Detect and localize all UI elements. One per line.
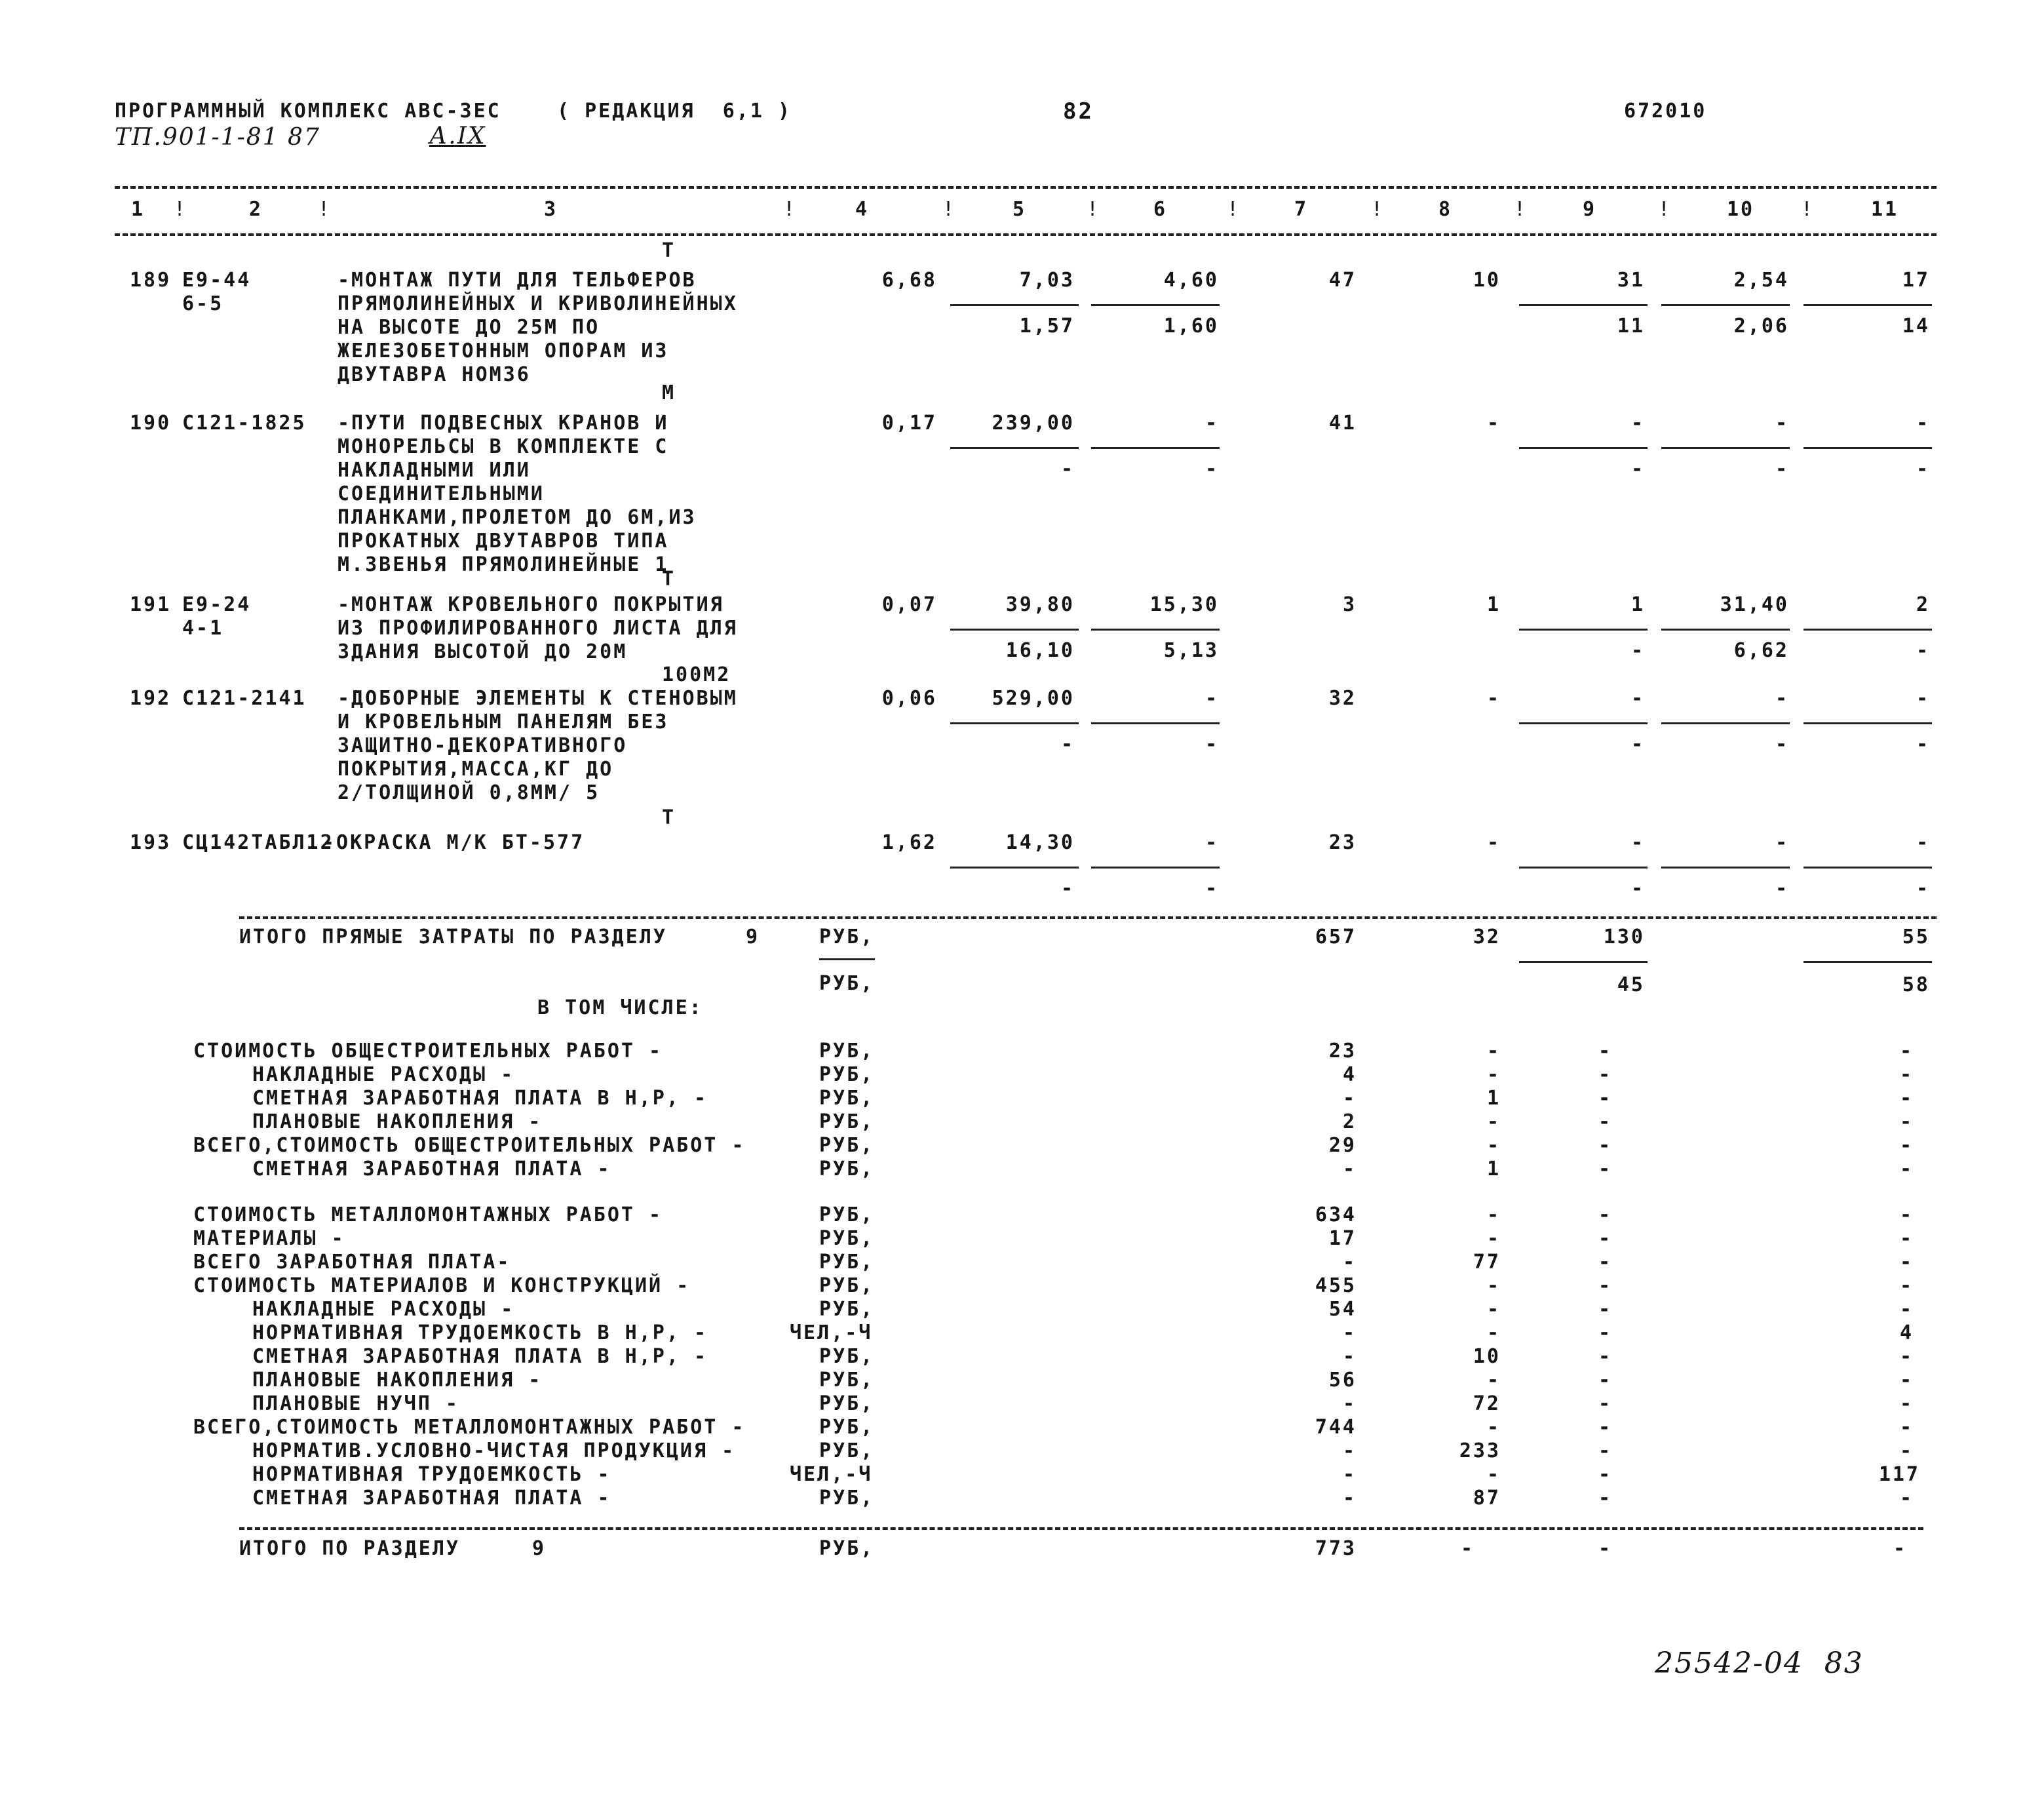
item-quantity: 6,68 [881, 269, 937, 292]
column-separator: ! [318, 198, 332, 221]
item-col6-bottom: 1,60 [1163, 315, 1219, 338]
summary-col11: - [1899, 1345, 1914, 1368]
item-code: СЦ142ТАБЛ12 [182, 831, 334, 854]
summary-col7: - [1342, 1439, 1357, 1462]
summary-col11: - [1899, 1158, 1914, 1181]
summary-col11: - [1899, 1369, 1914, 1392]
summary-unit: РУБ, [819, 1040, 875, 1063]
item-c11-top: - [1916, 831, 1930, 854]
item-description-line: ИЗ ПРОФИЛИРОВАННОГО ЛИСТА ДЛЯ [337, 617, 738, 640]
item-description-line: ЗДАНИЯ ВЫСОТОЙ ДО 20М [337, 640, 628, 663]
summary-col9: - [1598, 1345, 1612, 1368]
item-c9-rule [1519, 447, 1648, 449]
column-number: 4 [855, 198, 870, 221]
item-col5-bottom: - [1060, 458, 1075, 480]
summary-col9: - [1598, 1487, 1612, 1510]
item-col5-top: 239,00 [992, 412, 1075, 435]
item-col5-rule [950, 447, 1079, 449]
item-c11-bottom: - [1916, 458, 1930, 480]
summary-unit: РУБ, [819, 1345, 875, 1368]
item-c11-rule [1803, 304, 1932, 306]
item-description-line: НА ВЫСОТЕ ДО 25М ПО [337, 316, 600, 339]
item-col5-bottom: - [1060, 733, 1075, 756]
summary-col9: - [1598, 1040, 1612, 1063]
item-col5-rule [950, 867, 1079, 869]
total-direct-col7: 657 [1315, 926, 1357, 948]
item-col5-bottom: 1,57 [1019, 315, 1075, 338]
item-c10-rule [1661, 629, 1790, 631]
summary-label: НАКЛАДНЫЕ РАСХОДЫ - [252, 1298, 515, 1321]
item-c11-rule [1803, 722, 1932, 724]
summary-col7: 56 [1328, 1369, 1357, 1392]
summary-label: НОРМАТИВНАЯ ТРУДОЕМКОСТЬ - [252, 1463, 611, 1486]
page-number: 82 [1063, 98, 1094, 125]
summary-col7: 29 [1328, 1134, 1357, 1157]
summary-col8: - [1486, 1227, 1501, 1250]
summary-col8: - [1486, 1321, 1501, 1344]
summary-unit: РУБ, [819, 1251, 875, 1274]
summary-label: ПЛАНОВЫЕ НАКОПЛЕНИЯ - [252, 1369, 543, 1392]
section-total-unit: РУБ, [819, 1537, 875, 1560]
total-direct-col8: 32 [1473, 926, 1501, 948]
item-c10-bottom: 6,62 [1733, 639, 1789, 662]
summary-col7: 455 [1315, 1274, 1357, 1297]
column-separator: ! [1371, 198, 1385, 221]
summary-unit: РУБ, [819, 1369, 875, 1392]
item-col5-rule [950, 304, 1079, 306]
section-total-number: 9 [532, 1537, 547, 1560]
item-col5-rule [950, 629, 1079, 631]
item-description-line: ПЛАНКАМИ,ПРОЛЕТОМ ДО 6М,ИЗ [337, 506, 697, 529]
total-col9-rule [1519, 961, 1648, 963]
item-unit: Т [662, 239, 676, 262]
item-code: Е9-44 [182, 269, 252, 292]
handwritten-footer-note: 25542-04 83 [1655, 1647, 1864, 1680]
total-col11-rule [1803, 961, 1932, 963]
summary-label: ВСЕГО,СТОИМОСТЬ ОБЩЕСТРОИТЕЛЬНЫХ РАБОТ - [193, 1134, 746, 1157]
item-c11-bottom: - [1916, 733, 1930, 756]
summary-unit: РУБ, [819, 1227, 875, 1250]
summary-col7: - [1342, 1087, 1357, 1110]
item-c9-bottom: - [1630, 458, 1645, 480]
item-unit: Т [662, 806, 676, 829]
summary-col8: 72 [1473, 1392, 1501, 1415]
item-c11-bottom: - [1916, 639, 1930, 662]
item-code-suffix: 4-1 [182, 617, 224, 640]
including-label: В ТОМ ЧИСЛЕ: [537, 996, 703, 1019]
item-col8: - [1486, 412, 1501, 435]
summary-col7: 4 [1342, 1063, 1357, 1086]
summary-col7: 54 [1328, 1298, 1357, 1321]
item-c9-top: 31 [1617, 269, 1645, 292]
item-c11-top: - [1916, 412, 1930, 435]
total-direct-col11-top: 55 [1902, 926, 1930, 948]
summary-label: ПЛАНОВЫЕ НУЧП - [252, 1392, 459, 1415]
item-c11-rule [1803, 867, 1932, 869]
summary-col11: - [1899, 1227, 1914, 1250]
item-description-line: -ОКРАСКА М/К БТ-577 [322, 831, 585, 854]
item-c11-top: 2 [1916, 593, 1930, 616]
summary-unit: РУБ, [819, 1416, 875, 1439]
item-c9-rule [1519, 867, 1648, 869]
column-separator: ! [1514, 198, 1528, 221]
item-c11-top: - [1916, 687, 1930, 710]
summary-col8: - [1486, 1110, 1501, 1133]
item-col6-top: - [1205, 412, 1219, 435]
summary-col7: - [1342, 1321, 1357, 1344]
item-col6-bottom: 5,13 [1163, 639, 1219, 662]
item-c10-rule [1661, 304, 1790, 306]
item-col5-bottom: - [1060, 877, 1075, 900]
item-quantity: 0,17 [881, 412, 937, 435]
item-description-line: ПРЯМОЛИНЕЙНЫХ И КРИВОЛИНЕЙНЫХ [337, 292, 738, 315]
item-number: 190 [130, 412, 172, 435]
program-title: ПРОГРАММНЫЙ КОМПЛЕКС АВС-3ЕС [115, 100, 501, 123]
item-col8: - [1486, 687, 1501, 710]
item-c10-top: 31,40 [1720, 593, 1789, 616]
summary-label: НАКЛАДНЫЕ РАСХОДЫ - [252, 1063, 515, 1086]
summary-col8: - [1486, 1298, 1501, 1321]
summary-col7: 17 [1328, 1227, 1357, 1250]
summary-col9: - [1598, 1158, 1612, 1181]
summary-col11: - [1899, 1087, 1914, 1110]
item-col6-bottom: - [1205, 733, 1219, 756]
summary-col11: - [1899, 1203, 1914, 1226]
column-number: 9 [1583, 198, 1597, 221]
total-direct-unit-2: РУБ, [819, 972, 875, 995]
item-c9-bottom: - [1630, 877, 1645, 900]
item-col6-rule [1091, 867, 1220, 869]
total-top-rule [239, 916, 1937, 919]
column-number: 10 [1727, 198, 1755, 221]
item-c9-rule [1519, 304, 1648, 306]
item-col6-top: - [1205, 831, 1219, 854]
summary-col11: - [1899, 1110, 1914, 1133]
item-c9-top: 1 [1630, 593, 1645, 616]
summary-col7: - [1342, 1158, 1357, 1181]
item-unit: М [662, 381, 676, 404]
item-c10-top: 2,54 [1733, 269, 1789, 292]
column-number: 1 [131, 198, 145, 221]
header-bottom-rule [115, 233, 1937, 236]
item-col7: 23 [1328, 831, 1357, 854]
summary-col9: - [1598, 1463, 1612, 1486]
summary-col9: - [1598, 1134, 1612, 1157]
document-code: 672010 [1624, 100, 1707, 123]
item-c10-top: - [1775, 412, 1789, 435]
summary-col7: 2 [1342, 1110, 1357, 1133]
item-c9-bottom: 11 [1617, 315, 1645, 338]
item-c10-bottom: 2,06 [1733, 315, 1789, 338]
column-separator: ! [174, 198, 188, 221]
summary-unit: РУБ, [819, 1203, 875, 1226]
item-col5-rule [950, 722, 1079, 724]
item-col6-bottom: - [1205, 877, 1219, 900]
item-col6-rule [1091, 304, 1220, 306]
item-code: С121-1825 [182, 412, 307, 435]
item-c11-rule [1803, 447, 1932, 449]
summary-col8: 1 [1486, 1158, 1501, 1181]
summary-col9: - [1598, 1392, 1612, 1415]
summary-label: ВСЕГО,СТОИМОСТЬ МЕТАЛЛОМОНТАЖНЫХ РАБОТ - [193, 1416, 746, 1439]
summary-unit: РУБ, [819, 1298, 875, 1321]
total-unit-rule [819, 958, 875, 960]
summary-col11: - [1899, 1251, 1914, 1274]
summary-unit: ЧЕЛ,-Ч [790, 1463, 873, 1486]
summary-unit: РУБ, [819, 1063, 875, 1086]
item-c10-top: - [1775, 687, 1789, 710]
item-c9-bottom: - [1630, 639, 1645, 662]
column-separator: ! [942, 198, 957, 221]
section-total-col9: - [1598, 1537, 1612, 1560]
summary-label: ВСЕГО ЗАРАБОТНАЯ ПЛАТА- [193, 1251, 511, 1274]
summary-col7: 744 [1315, 1416, 1357, 1439]
summary-col11: 117 [1878, 1463, 1920, 1486]
item-description-line: 2/ТОЛЩИНОЙ 0,8ММ/ 5 [337, 781, 600, 804]
item-quantity: 0,07 [881, 593, 937, 616]
item-col8: 1 [1486, 593, 1501, 616]
column-number: 6 [1153, 198, 1168, 221]
section-total-rule [239, 1527, 1923, 1530]
project-number: ТП.901-1-81 87 [115, 124, 320, 151]
summary-label: СТОИМОСТЬ МАТЕРИАЛОВ И КОНСТРУКЦИЙ - [193, 1274, 691, 1297]
item-c11-rule [1803, 629, 1932, 631]
item-c10-bottom: - [1775, 733, 1789, 756]
item-description-line: -МОНТАЖ ПУТИ ДЛЯ ТЕЛЬФЕРОВ [337, 269, 697, 292]
section-total-col11: - [1893, 1537, 1907, 1560]
item-col6-top: - [1205, 687, 1219, 710]
summary-col9: - [1598, 1298, 1612, 1321]
item-c9-rule [1519, 722, 1648, 724]
item-code: С121-2141 [182, 687, 307, 710]
summary-col8: - [1486, 1134, 1501, 1157]
summary-label: НОРМАТИВНАЯ ТРУДОЕМКОСТЬ В Н,Р, - [252, 1321, 708, 1344]
summary-col8: 77 [1473, 1251, 1501, 1274]
item-description-line: ДВУТАВРА НОМ36 [337, 363, 531, 386]
item-c9-top: - [1630, 687, 1645, 710]
item-c10-top: - [1775, 831, 1789, 854]
summary-col9: - [1598, 1110, 1612, 1133]
item-col7: 3 [1342, 593, 1357, 616]
item-col7: 41 [1328, 412, 1357, 435]
summary-col9: - [1598, 1063, 1612, 1086]
total-direct-label: ИТОГО ПРЯМЫЕ ЗАТРАТЫ ПО РАЗДЕЛУ [239, 926, 667, 948]
summary-label: СМЕТНАЯ ЗАРАБОТНАЯ ПЛАТА В Н,Р, - [252, 1087, 708, 1110]
summary-col8: - [1486, 1369, 1501, 1392]
summary-col11: - [1899, 1487, 1914, 1510]
summary-unit: РУБ, [819, 1087, 875, 1110]
summary-col8: - [1486, 1040, 1501, 1063]
summary-unit: РУБ, [819, 1487, 875, 1510]
summary-col7: 23 [1328, 1040, 1357, 1063]
item-col8: - [1486, 831, 1501, 854]
summary-col7: - [1342, 1392, 1357, 1415]
summary-col8: - [1486, 1416, 1501, 1439]
item-description-line: ПРОКАТНЫХ ДВУТАВРОВ ТИПА [337, 530, 669, 553]
item-col6-rule [1091, 447, 1220, 449]
column-separator: ! [1087, 198, 1101, 221]
summary-col11: - [1899, 1040, 1914, 1063]
item-quantity: 1,62 [881, 831, 937, 854]
summary-col9: - [1598, 1203, 1612, 1226]
item-col6-top: 15,30 [1149, 593, 1219, 616]
item-description-line: И КРОВЕЛЬНЫМ ПАНЕЛЯМ БЕЗ [337, 711, 669, 733]
summary-unit: РУБ, [819, 1134, 875, 1157]
summary-col11: - [1899, 1439, 1914, 1462]
item-c10-rule [1661, 447, 1790, 449]
item-col6-rule [1091, 722, 1220, 724]
summary-col8: - [1486, 1274, 1501, 1297]
summary-col11: - [1899, 1274, 1914, 1297]
summary-col7: - [1342, 1487, 1357, 1510]
item-c10-rule [1661, 867, 1790, 869]
item-number: 189 [130, 269, 172, 292]
item-col6-bottom: - [1205, 458, 1219, 480]
summary-label: СМЕТНАЯ ЗАРАБОТНАЯ ПЛАТА В Н,Р, - [252, 1345, 708, 1368]
item-code-suffix: 6-5 [182, 292, 224, 315]
header-top-rule [115, 186, 1937, 189]
item-number: 193 [130, 831, 172, 854]
item-description-line: СОЕДИНИТЕЛЬНЫМИ [337, 482, 545, 505]
column-number: 3 [544, 198, 558, 221]
item-c11-top: 17 [1902, 269, 1930, 292]
summary-col11: - [1899, 1416, 1914, 1439]
summary-col9: - [1598, 1439, 1612, 1462]
item-col5-top: 7,03 [1019, 269, 1075, 292]
summary-col9: - [1598, 1251, 1612, 1274]
item-col7: 32 [1328, 687, 1357, 710]
item-quantity: 0,06 [881, 687, 937, 710]
column-separator: ! [1658, 198, 1672, 221]
item-c10-rule [1661, 722, 1790, 724]
item-col5-top: 529,00 [992, 687, 1075, 710]
total-direct-col11-bottom: 58 [1902, 973, 1930, 996]
summary-col8: - [1486, 1203, 1501, 1226]
item-c9-bottom: - [1630, 733, 1645, 756]
summary-col11: 4 [1899, 1321, 1914, 1344]
summary-unit: РУБ, [819, 1110, 875, 1133]
column-separator: ! [783, 198, 798, 221]
item-description-line: -ДОБОРНЫЕ ЭЛЕМЕНТЫ К СТЕНОВЫМ [337, 687, 738, 710]
summary-label: СМЕТНАЯ ЗАРАБОТНАЯ ПЛАТА - [252, 1158, 611, 1181]
summary-col9: - [1598, 1321, 1612, 1344]
item-c11-bottom: 14 [1902, 315, 1930, 338]
item-col5-top: 39,80 [1005, 593, 1075, 616]
column-separator: ! [1801, 198, 1815, 221]
summary-unit: РУБ, [819, 1439, 875, 1462]
edition-label: ( РЕДАКЦИЯ 6,1 ) [557, 100, 792, 123]
summary-col7: - [1342, 1251, 1357, 1274]
item-code: Е9-24 [182, 593, 252, 616]
summary-label: МАТЕРИАЛЫ - [193, 1227, 345, 1250]
summary-col11: - [1899, 1063, 1914, 1086]
item-c10-bottom: - [1775, 877, 1789, 900]
item-c9-top: - [1630, 831, 1645, 854]
summary-col8: - [1486, 1463, 1501, 1486]
item-number: 191 [130, 593, 172, 616]
summary-col11: - [1899, 1298, 1914, 1321]
item-col6-rule [1091, 629, 1220, 631]
item-col6-top: 4,60 [1163, 269, 1219, 292]
summary-col8: 1 [1486, 1087, 1501, 1110]
summary-col9: - [1598, 1227, 1612, 1250]
item-description-line: -МОНТАЖ КРОВЕЛЬНОГО ПОКРЫТИЯ [337, 593, 724, 616]
item-col8: 10 [1473, 269, 1501, 292]
section-total-col8: - [1460, 1537, 1475, 1560]
item-c10-bottom: - [1775, 458, 1789, 480]
summary-col7: 634 [1315, 1203, 1357, 1226]
item-c9-top: - [1630, 412, 1645, 435]
summary-col9: - [1598, 1274, 1612, 1297]
item-unit: 100М2 [662, 663, 731, 686]
summary-label: СТОИМОСТЬ МЕТАЛЛОМОНТАЖНЫХ РАБОТ - [193, 1203, 663, 1226]
item-col5-bottom: 16,10 [1005, 639, 1075, 662]
summary-col8: 10 [1473, 1345, 1501, 1368]
column-number: 8 [1438, 198, 1453, 221]
summary-label: НОРМАТИВ.УСЛОВНО-ЧИСТАЯ ПРОДУКЦИЯ - [252, 1439, 736, 1462]
summary-label: СМЕТНАЯ ЗАРАБОТНАЯ ПЛАТА - [252, 1487, 611, 1510]
total-direct-col9-bottom: 45 [1617, 973, 1645, 996]
total-direct-col9-top: 130 [1603, 926, 1645, 948]
item-description-line: М.ЗВЕНЬЯ ПРЯМОЛИНЕЙНЫЕ 1 [337, 553, 669, 576]
item-description-line: НАКЛАДНЫМИ ИЛИ [337, 459, 531, 482]
album-number: А.IX [429, 123, 486, 149]
item-description-line: ЖЕЛЕЗОБЕТОННЫМ ОПОРАМ ИЗ [337, 340, 669, 362]
summary-col7: - [1342, 1463, 1357, 1486]
summary-col8: 87 [1473, 1487, 1501, 1510]
summary-col11: - [1899, 1392, 1914, 1415]
item-col7: 47 [1328, 269, 1357, 292]
summary-unit: РУБ, [819, 1392, 875, 1415]
summary-col9: - [1598, 1087, 1612, 1110]
item-description-line: ПОКРЫТИЯ,МАССА,КГ ДО [337, 758, 614, 781]
column-number: 11 [1871, 198, 1899, 221]
item-unit: Т [662, 568, 676, 591]
summary-col9: - [1598, 1369, 1612, 1392]
summary-col9: - [1598, 1416, 1612, 1439]
summary-unit: РУБ, [819, 1274, 875, 1297]
summary-label: ПЛАНОВЫЕ НАКОПЛЕНИЯ - [252, 1110, 543, 1133]
summary-col7: - [1342, 1345, 1357, 1368]
item-col5-top: 14,30 [1005, 831, 1075, 854]
summary-label: СТОИМОСТЬ ОБЩЕСТРОИТЕЛЬНЫХ РАБОТ - [193, 1040, 663, 1063]
total-direct-unit-1: РУБ, [819, 926, 875, 948]
item-description-line: МОНОРЕЛЬСЫ В КОМПЛЕКТЕ С [337, 435, 669, 458]
column-separator: ! [1227, 198, 1241, 221]
column-number: 5 [1012, 198, 1027, 221]
summary-unit: ЧЕЛ,-Ч [790, 1321, 873, 1344]
column-number: 2 [249, 198, 263, 221]
column-number: 7 [1294, 198, 1309, 221]
summary-col8: - [1486, 1063, 1501, 1086]
item-c11-bottom: - [1916, 877, 1930, 900]
item-description-line: -ПУТИ ПОДВЕСНЫХ КРАНОВ И [337, 412, 669, 435]
total-direct-section: 9 [746, 926, 760, 948]
summary-col8: 233 [1459, 1439, 1501, 1462]
summary-col11: - [1899, 1134, 1914, 1157]
section-total-col7: 773 [1315, 1537, 1357, 1560]
item-number: 192 [130, 687, 172, 710]
summary-unit: РУБ, [819, 1158, 875, 1181]
section-total-label: ИТОГО ПО РАЗДЕЛУ [239, 1537, 460, 1560]
item-c9-rule [1519, 629, 1648, 631]
item-description-line: ЗАЩИТНО-ДЕКОРАТИВНОГО [337, 734, 628, 757]
